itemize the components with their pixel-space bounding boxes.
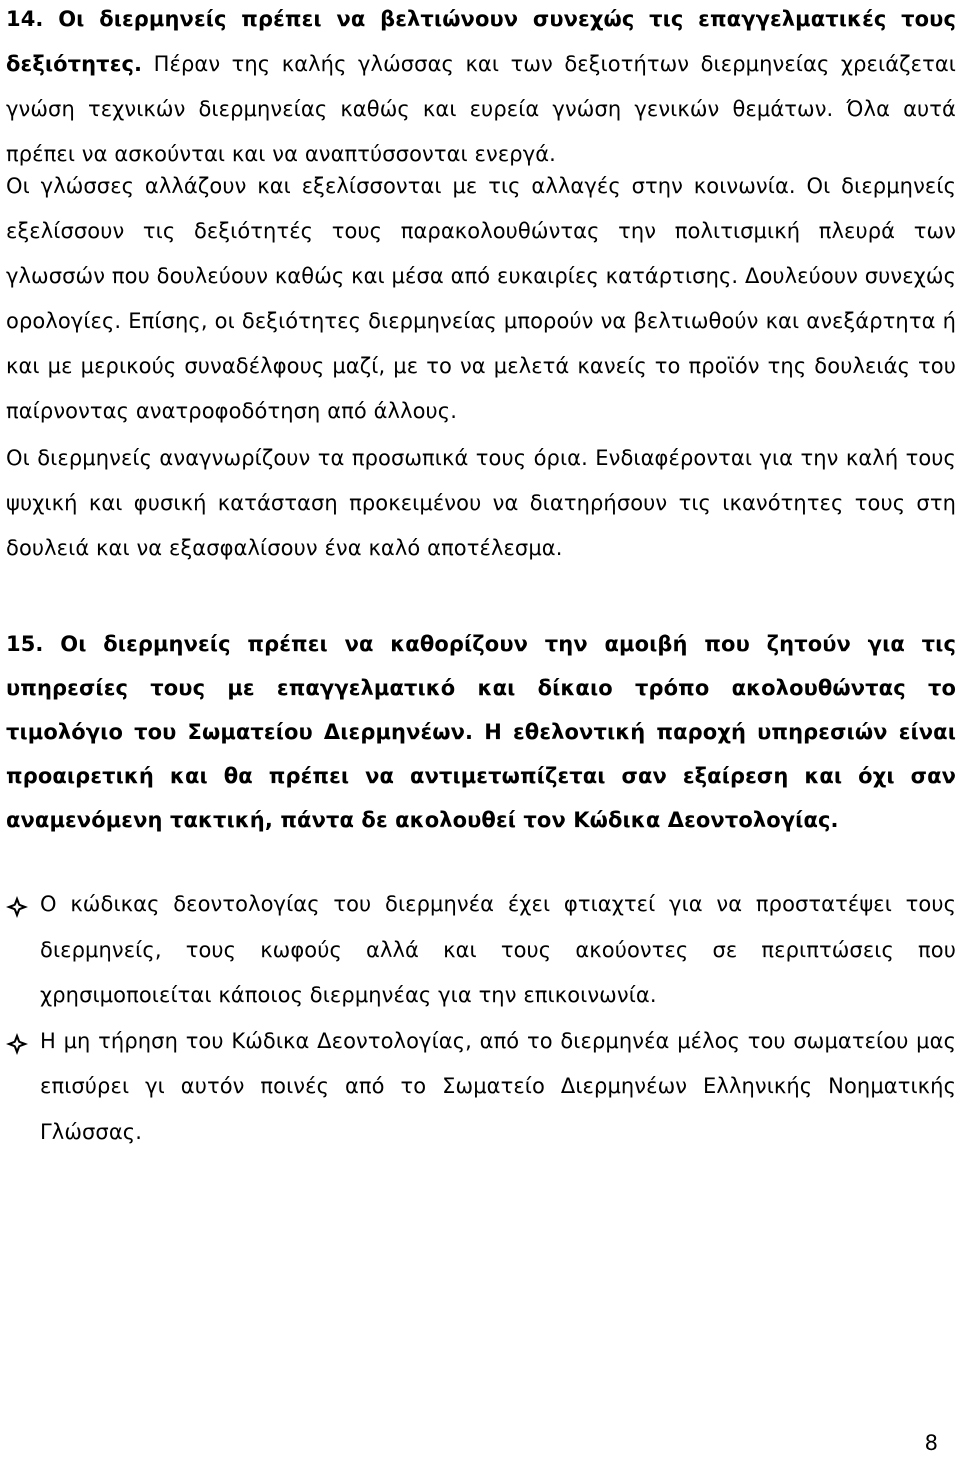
section-14-text-3: Οι διερμηνείς αναγνωρίζουν τα προσωπικά τους όρια. Ενδιαφέρονται για την καλή τους ψυχική και φυσική κατάσταση προκειμένου να διατηρήσουν τις ικανότητες τους στη δουλειά και να εξασφαλίσουν ένα καλό αποτέλεσμα.	[6, 446, 956, 560]
diamond-bullet-icon	[6, 1033, 28, 1055]
section-15-paragraph	[6, 622, 956, 842]
section-14-body: Πέραν της καλής γλώσσας και των δεξιοτήτων διερμηνείας χρειάζεται γνώση τεχνικών διερμηνείας καθώς και ευρεία γνώση γενικών θεμάτων. Όλα αυτά πρέπει να ασκούνται και να αναπτύσσονται ενεργά.	[6, 52, 956, 166]
page-number: 8	[924, 1431, 938, 1455]
bullet-text: Η μη τήρηση του Κώδικα Δεοντολογίας, από το διερμηνέα μέλος του σωματείου μας επισύρει γι αυτόν ποινές από το Σωματείο Διερμηνέων Ελληνικής Νοηματικής Γλώσσας.	[40, 1028, 956, 1144]
list-item	[6, 1019, 956, 1156]
section-14-text-2: Οι γλώσσες αλλάζουν και εξελίσσονται με τις αλλαγές στην κοινωνία. Οι διερμηνείς εξελίσσουν τις δεξιότητές τους παρακολουθώντας την πολιτισμική πλευρά των γλωσσών που δουλεύουν καθώς και μέσα από ευκαιρίες κατάρτισης. Δουλεύουν συνεχώς ορολογίες. Επίσης, οι δεξιότητες διερμηνείας μπορούν να βελτιωθούν και ανεξάρτητα ή και με μερικούς συναδέλφους μαζί, με το να μελετά κανείς το προϊόν της δουλειάς του παίρνοντας ανατροφοδότηση από άλλους.	[6, 174, 956, 423]
bullet-text: Ο κώδικας δεοντολογίας του διερμηνέα έχει φτιαχτεί για να προστατέψει τους διερμηνείς, τους κωφούς αλλά και τους ακούοντες σε περιπτώσεις που χρησιμοποιείται κάποιος διερμηνέας για την επικοινωνία.	[40, 892, 956, 1007]
diamond-bullet-icon	[6, 896, 28, 918]
section-14-text	[6, 0, 956, 177]
section-15-text: 15. Οι διερμηνείς πρέπει να καθορίζουν την αμοιβή που ζητούν για τις υπηρεσίες τους με επαγγελματικό και δίκαιο τρόπο ακολουθώντας το τιμολόγιο του Σωματείου Διερμηνέων. Η εθελοντική παροχή υπηρεσιών είναι προαιρετική και θα πρέπει να αντιμετωπίζεται σαν εξαίρεση και όχι σαν αναμενόμενη τακτική, πάντα δε ακολουθεί τον Κώδικα Δεοντολογίας.	[6, 632, 956, 832]
list-item	[6, 882, 956, 1019]
section-14-paragraph-2	[6, 164, 956, 434]
section-14-paragraph-3	[6, 436, 956, 571]
bullet-list	[6, 882, 956, 1155]
section-14-heading: 14. Οι διερμηνείς πρέπει να βελτιώνουν συνεχώς τις επαγγελματικές τους δεξιότητες.	[6, 7, 956, 76]
document-page	[6, 0, 956, 1471]
section-14-paragraph	[6, 0, 956, 177]
